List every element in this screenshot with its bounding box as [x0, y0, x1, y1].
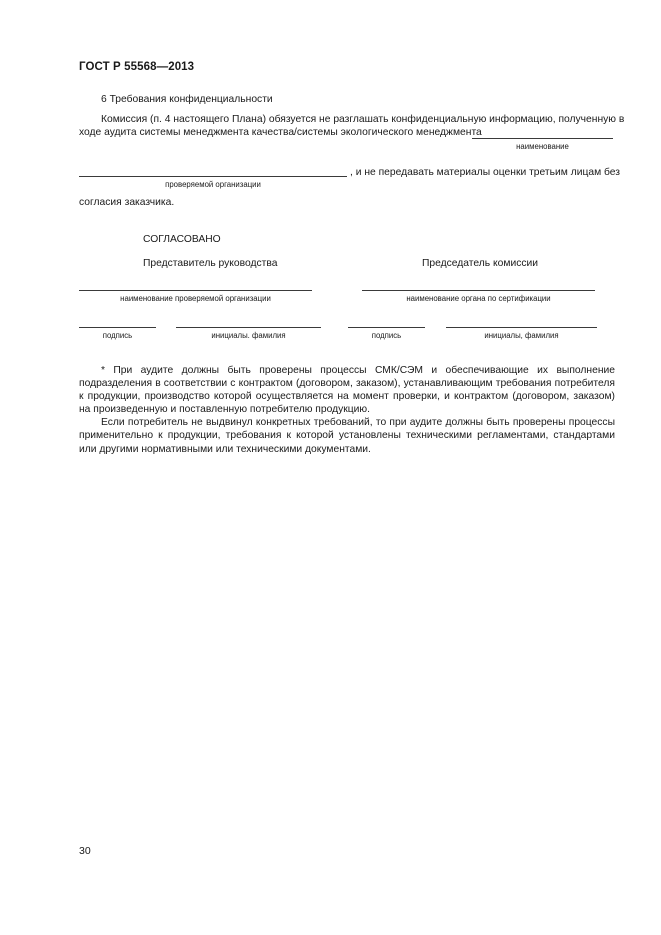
footnote: [79, 364, 615, 456]
right-signature-line: [348, 327, 425, 328]
left-signature-caption: подпись: [102, 331, 133, 340]
agreed-label: СОГЛАСОВАНО: [143, 234, 221, 245]
paragraph-line-2: ходе аудита системы менеджмента качества/системы экологического менеджмента: [79, 127, 482, 138]
blank-line-org: [79, 176, 347, 177]
left-initials-caption: инициалы. фамилия: [211, 331, 286, 340]
document-header: ГОСТ Р 55568—2013: [79, 61, 195, 73]
right-org-caption: наименование органа по сертификации: [406, 294, 551, 303]
section-title: 6 Требования конфиденциальности: [101, 94, 273, 105]
left-org-line: [79, 290, 312, 291]
management-rep-title: Представитель руководства: [143, 258, 278, 269]
caption-org: проверяемой организации: [165, 180, 261, 189]
paragraph-line-1: Комиссия (п. 4 настоящего Плана) обязуется не разглашать конфиденциальную информацию, полученную в: [101, 114, 625, 125]
right-initials-caption: инициалы, фамилия: [484, 331, 559, 340]
paragraph-line-3: , и не передавать материалы оценки третьим лицам без: [350, 167, 621, 178]
right-initials-line: [446, 327, 597, 328]
left-org-caption: наименование проверяемой организации: [120, 294, 271, 303]
caption-naimenovanie: наименование: [516, 142, 569, 151]
footnote-paragraph-1: * При аудите должны быть проверены процессы СМК/СЭМ и обеспечивающие их выполнение подразделения в соответствии с контрактом (договором, заказом), устанавливающим требования потребителя к продукции, производство которой осуществляется на момент проверки, и контрактом (договором, заказом) на произведенную и поставленную потребителю продукцию.: [79, 365, 615, 416]
commission-chair-title: Председатель комиссии: [422, 258, 538, 269]
left-signature-line: [79, 327, 156, 328]
right-signature-caption: подпись: [371, 331, 402, 340]
paragraph-line-4: согласия заказчика.: [79, 197, 175, 208]
footnote-paragraph-2: Если потребитель не выдвинул конкретных требований, то при аудите должны быть проверены процессы применительно к продукции, требования к которой установлены техническими регламентами, стандартами или другими нормативными или техническими документами.: [79, 417, 615, 455]
blank-line-name: [472, 138, 613, 139]
left-initials-line: [176, 327, 321, 328]
page-number: 30: [79, 845, 91, 857]
right-org-line: [362, 290, 595, 291]
